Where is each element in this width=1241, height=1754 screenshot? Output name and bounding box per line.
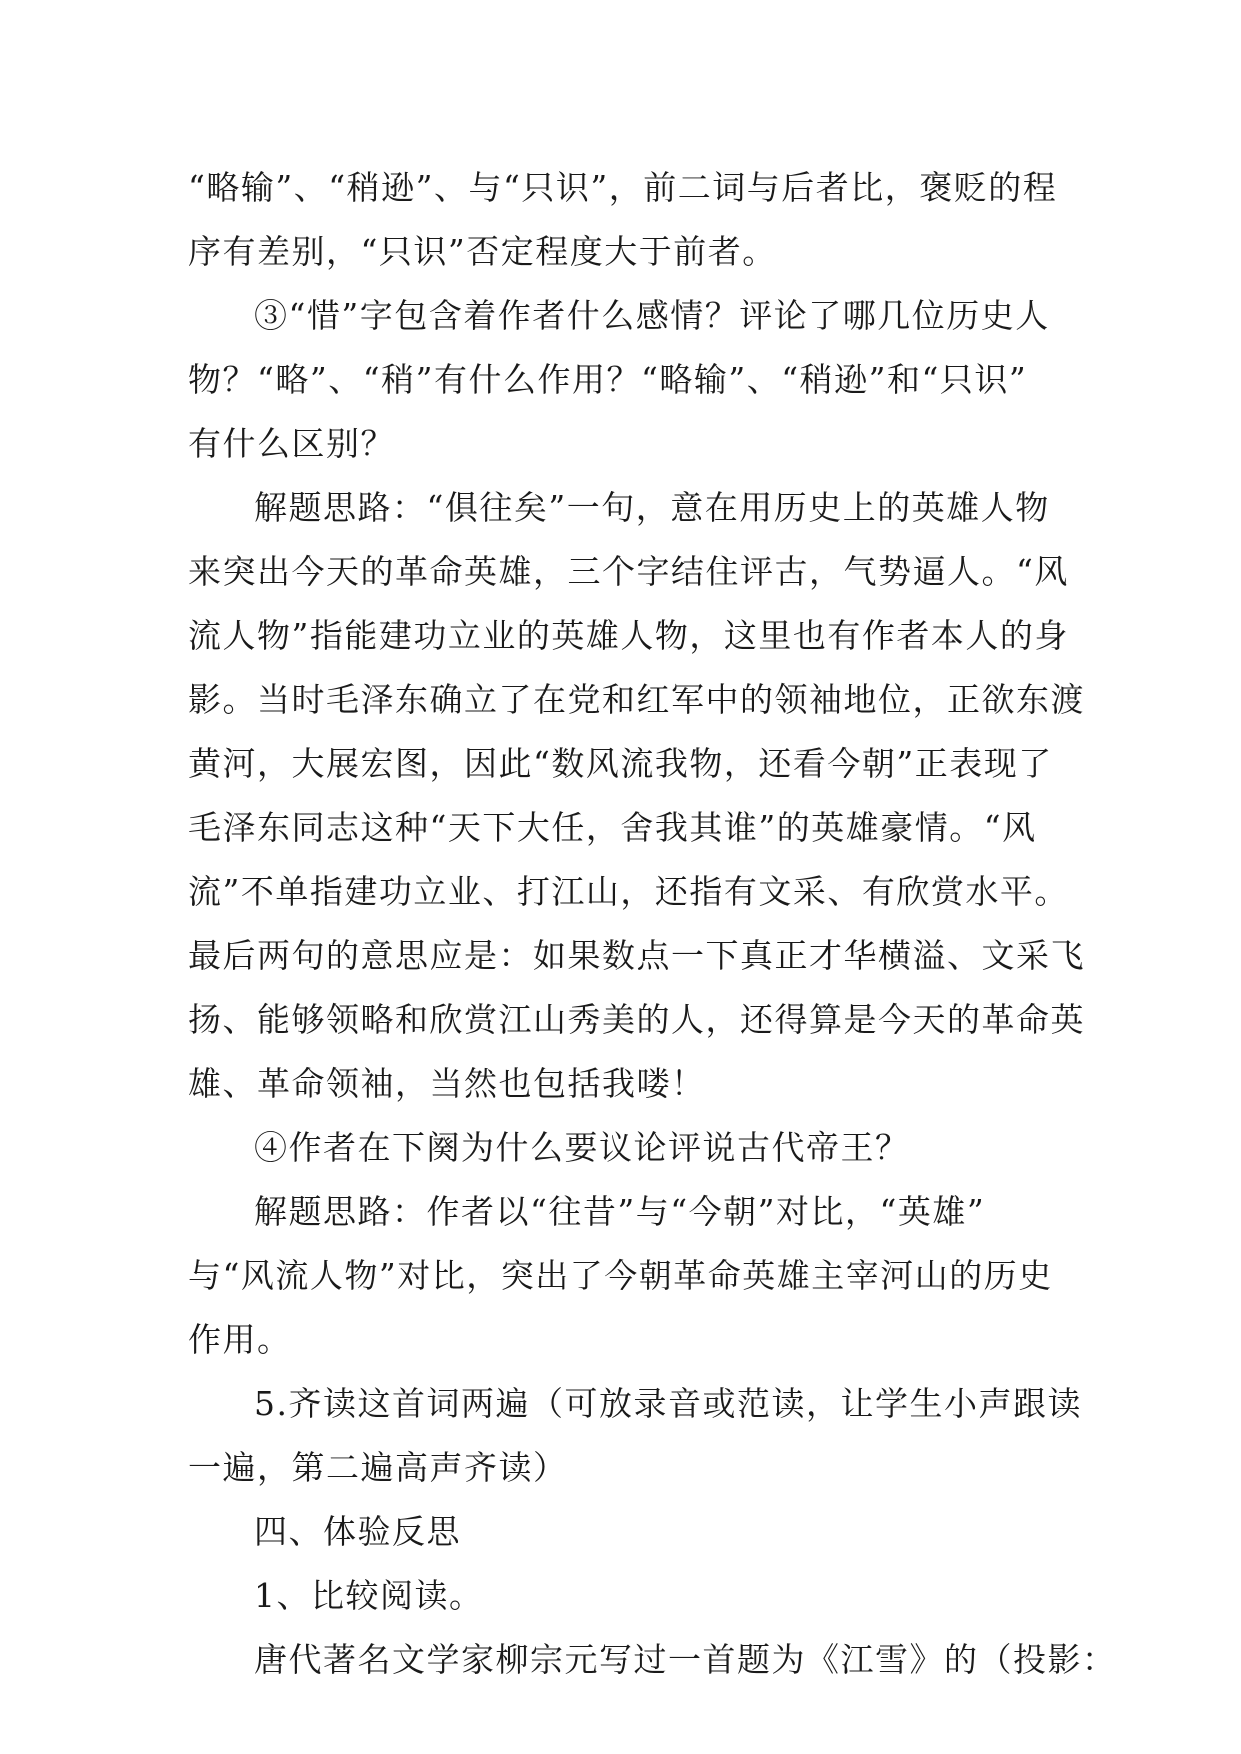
- solution-idea-line: 解题思路：作者以“往昔”与“今朝”对比，“英雄”: [254, 1192, 986, 1231]
- step-5-line: 5.齐读这首词两遍（可放录音或范读，让学生小声跟读: [254, 1384, 1082, 1423]
- text-line: 扬、能够领略和欣赏江山秀美的人，还得算是今天的革命英: [188, 1000, 1085, 1039]
- text-line: 唐代著名文学家柳宗元写过一首题为《江雪》的（投影：: [254, 1640, 1117, 1679]
- text-line: 黄河，大展宏图，因此“数风流我物，还看今朝”正表现了: [188, 744, 1053, 783]
- section-heading: 四、体验反思: [254, 1512, 461, 1551]
- text-line: 流”不单指建功立业、打江山，还指有文采、有欣赏水平。: [188, 872, 1069, 911]
- text-line: 毛泽东同志这种“天下大任，舍我其谁”的英雄豪情。“风: [188, 808, 1037, 847]
- text-line: 物？“略”、“稍”有什么作用？“略输”、“稍逊”和“只识”: [188, 360, 1028, 399]
- text-line: 序有差别，“只识”否定程度大于前者。: [188, 232, 777, 271]
- solution-idea-line: 解题思路：“俱往矣”一句，意在用历史上的英雄人物: [254, 488, 1050, 527]
- question-3-line: ③“惜”字包含着作者什么感情？评论了哪几位历史人: [254, 296, 1050, 335]
- subsection-heading: 1、比较阅读。: [254, 1576, 484, 1615]
- text-line: 作用。: [188, 1320, 292, 1359]
- document-body: [188, 156, 1117, 1692]
- text-line: 雄、革命领袖，当然也包括我喽！: [188, 1064, 706, 1103]
- text-line: 一遍，第二遍高声齐读）: [188, 1448, 568, 1487]
- question-4-line: ④作者在下阕为什么要议论评说古代帝王？: [254, 1128, 910, 1167]
- text-line: 影。当时毛泽东确立了在党和红军中的领袖地位，正欲东渡: [188, 680, 1085, 719]
- text-line: “略输”、“稍逊”、与“只识”，前二词与后者比，褒贬的程: [188, 168, 1058, 207]
- text-line: 来突出今天的革命英雄，三个字结住评古，气势逼人。“风: [188, 552, 1069, 591]
- text-line: 与“风流人物”对比，突出了今朝革命英雄主宰河山的历史: [188, 1256, 1053, 1295]
- text-line: 最后两句的意思应是：如果数点一下真正才华横溢、文采飞: [188, 936, 1085, 975]
- text-line: 流人物”指能建功立业的英雄人物，这里也有作者本人的身: [188, 616, 1069, 655]
- text-line: 有什么区别？: [188, 424, 395, 463]
